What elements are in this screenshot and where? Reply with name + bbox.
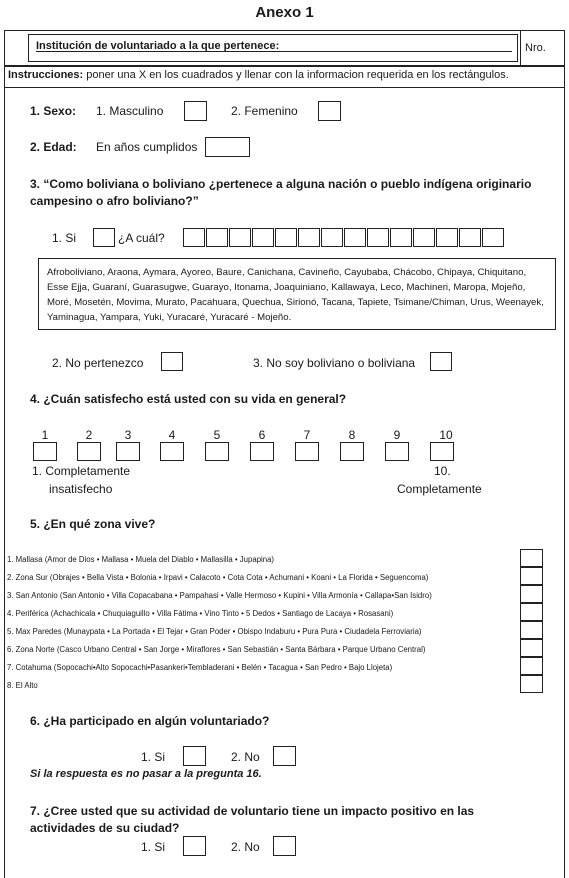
scale-number: 1 — [41, 428, 49, 442]
q3-option-no: 2. No pertenezco — [52, 356, 144, 370]
q3-option-yes: 1. Si — [52, 231, 77, 245]
zone-option: 1. Mallasa (Amor de Dios • Mallasa • Muela del Diablo • Mallasilla • Jupapina) — [7, 555, 275, 564]
q3-which-cell[interactable] — [459, 228, 481, 247]
q2-label: 2. Edad: — [30, 140, 77, 154]
q2-hint: En años cumplidos — [96, 140, 198, 154]
q3-yes-checkbox[interactable] — [93, 228, 115, 247]
q4-low-anchor-line2: insatisfecho — [49, 482, 113, 496]
q3-label-line2: campesino o afro boliviano?” — [30, 194, 199, 208]
q3-not-bolivian-checkbox[interactable] — [430, 352, 452, 371]
q1-label: 1. Sexo: — [30, 104, 77, 118]
zone-option: 6. Zona Norte (Casco Urbano Central • San Jorge • Miraflores • San Sebastián • Santa Bárbara • Parque Urbano Central) — [7, 645, 426, 654]
scale-number: 10 — [439, 428, 453, 442]
q7-no-checkbox[interactable] — [273, 836, 296, 856]
scale-number: 7 — [303, 428, 311, 442]
zone-option: 2. Zona Sur (Obrajes • Bella Vista • Bolonia • Irpavi • Calacoto • Cota Cota • Achumani • Koani • La Florida • Seguencoma) — [7, 573, 429, 582]
q3-which-cell[interactable] — [390, 228, 412, 247]
scale-number: 9 — [393, 428, 401, 442]
scale-number: 2 — [85, 428, 93, 442]
zone-option: 5. Max Paredes (Munaypata • La Portada • El Tejar • Gran Poder • Obispo Indaburu • Pura Pura • Ciudadela Ferroviaria) — [7, 627, 422, 636]
q3-which-cell[interactable] — [344, 228, 366, 247]
q6-skip-note: Si la respuesta es no pasar a la pregunta 16. — [30, 768, 262, 780]
q3-which-cell[interactable] — [436, 228, 458, 247]
annex-title: Anexo 1 — [255, 4, 314, 21]
q1-option-female: 2. Femenino — [231, 104, 298, 118]
zone-option: 4. Periférica (Achachicala • Chuquiaguillo • Villa Fátima • Vino Tinto • 5 Dedos • Santiago de Lacaya • Rosasani) — [7, 609, 394, 618]
zone-checkbox[interactable] — [520, 549, 543, 567]
zone-checkbox[interactable] — [520, 603, 543, 621]
zone-option: 3. San Antonio (San Antonio • Villa Copacabana • Pampahasi • Valle Hermoso • Kupini • Villa Armonía • Callapa•San Isidro) — [7, 591, 432, 600]
scale-number: 8 — [348, 428, 356, 442]
scale-number: 5 — [213, 428, 221, 442]
q7-label-line2: actividades de su ciudad? — [30, 821, 180, 835]
zone-checkbox[interactable] — [520, 567, 543, 585]
q3-label-line1: 3. “Como boliviana o boliviano ¿pertenece a alguna nación o pueblo indígena originario — [30, 177, 532, 191]
scale-checkbox[interactable] — [33, 442, 57, 461]
q4-low-anchor-line1: 1. Completamente — [32, 464, 131, 478]
q4-high-anchor-line2: Completamente — [397, 482, 482, 496]
scale-checkbox[interactable] — [250, 442, 274, 461]
q6-no-checkbox[interactable] — [273, 746, 296, 766]
zone-checkbox[interactable] — [520, 585, 543, 603]
scale-checkbox[interactable] — [116, 442, 140, 461]
q3-no-checkbox[interactable] — [161, 352, 183, 371]
q3-which-cell[interactable] — [367, 228, 389, 247]
q3-which-cell[interactable] — [275, 228, 297, 247]
scale-number: 6 — [258, 428, 266, 442]
q7-label-line1: 7. ¿Cree usted que su actividad de voluntario tiene un impacto positivo en las — [30, 804, 475, 818]
instructions: Instrucciones: poner una X en los cuadrados y llenar con la informacion requerida en los rectángulos. — [8, 69, 509, 81]
institution-input-line[interactable] — [36, 51, 512, 52]
scale-checkbox[interactable] — [295, 442, 319, 461]
q5-label: 5. ¿En qué zona vive? — [30, 517, 156, 531]
q3-which-cell[interactable] — [183, 228, 205, 247]
scale-number: 4 — [168, 428, 176, 442]
q1-male-checkbox[interactable] — [184, 101, 207, 121]
q6-label: 6. ¿Ha participado en algún voluntariado? — [30, 714, 270, 728]
scale-checkbox[interactable] — [430, 442, 454, 461]
zone-checkbox[interactable] — [520, 675, 543, 693]
zone-checkbox[interactable] — [520, 657, 543, 675]
q7-option-no: 2. No — [231, 840, 260, 854]
q3-which-cell[interactable] — [298, 228, 320, 247]
scale-checkbox[interactable] — [205, 442, 229, 461]
nro-label: Nro. — [525, 42, 546, 54]
scale-checkbox[interactable] — [385, 442, 409, 461]
q3-which-cell[interactable] — [229, 228, 251, 247]
q7-option-yes: 1. Si — [141, 840, 166, 854]
instructions-divider — [4, 87, 565, 88]
nations-list: Afroboliviano, Araona, Aymara, Ayoreo, Baure, Canichana, Cavineño, Cayubaba, Chácobo, Chipaya, Chiquitano, Esse Ejja, Guaraní, Guarasugwe, Guarayo, Itonama, Joaquiniano, Kallawaya, Leco, Machineri, Maropa, Mojeño, Moré, Mosetén, Movima, Murato, Pacahuara, Quechua, Sirionó, Tacana, Tapiete, Tsimane/Chiman, Urus, Weenayek, Yaminagua, Yampara, Yuki, Yuracaré, Yuracaré - Mojeño. — [38, 258, 556, 330]
institution-label: Institución de voluntariado a la que pertenece: — [36, 40, 280, 52]
q3-which-cell[interactable] — [413, 228, 435, 247]
scale-number: 3 — [124, 428, 132, 442]
zone-checkbox[interactable] — [520, 621, 543, 639]
q3-which-label: ¿A cuál? — [118, 231, 165, 245]
q7-yes-checkbox[interactable] — [183, 836, 206, 856]
zone-checkbox[interactable] — [520, 639, 543, 657]
q1-option-male: 1. Masculino — [96, 104, 164, 118]
nro-divider — [520, 30, 521, 66]
q6-option-yes: 1. Si — [141, 750, 166, 764]
q6-option-no: 2. No — [231, 750, 260, 764]
q4-label: 4. ¿Cuán satisfecho está usted con su vida en general? — [30, 392, 347, 406]
zone-option: 8. El Alto — [7, 681, 38, 690]
q3-which-cell[interactable] — [206, 228, 228, 247]
q4-high-anchor-line1: 10. — [434, 464, 451, 478]
q3-which-cell[interactable] — [482, 228, 504, 247]
q3-which-cell[interactable] — [321, 228, 343, 247]
q6-yes-checkbox[interactable] — [183, 746, 206, 766]
scale-checkbox[interactable] — [160, 442, 184, 461]
q3-which-cell[interactable] — [252, 228, 274, 247]
q3-option-not-bolivian: 3. No soy boliviano o boliviana — [253, 356, 416, 370]
q1-female-checkbox[interactable] — [318, 101, 341, 121]
zone-option: 7. Cotahuma (Sopocachi•Alto Sopocachi•Pasankeri•Tembladerani • Belén • Tacagua • San Pedro • Bajo Llojeta) — [7, 663, 393, 672]
scale-checkbox[interactable] — [340, 442, 364, 461]
q2-age-field[interactable] — [205, 137, 250, 157]
scale-checkbox[interactable] — [77, 442, 101, 461]
